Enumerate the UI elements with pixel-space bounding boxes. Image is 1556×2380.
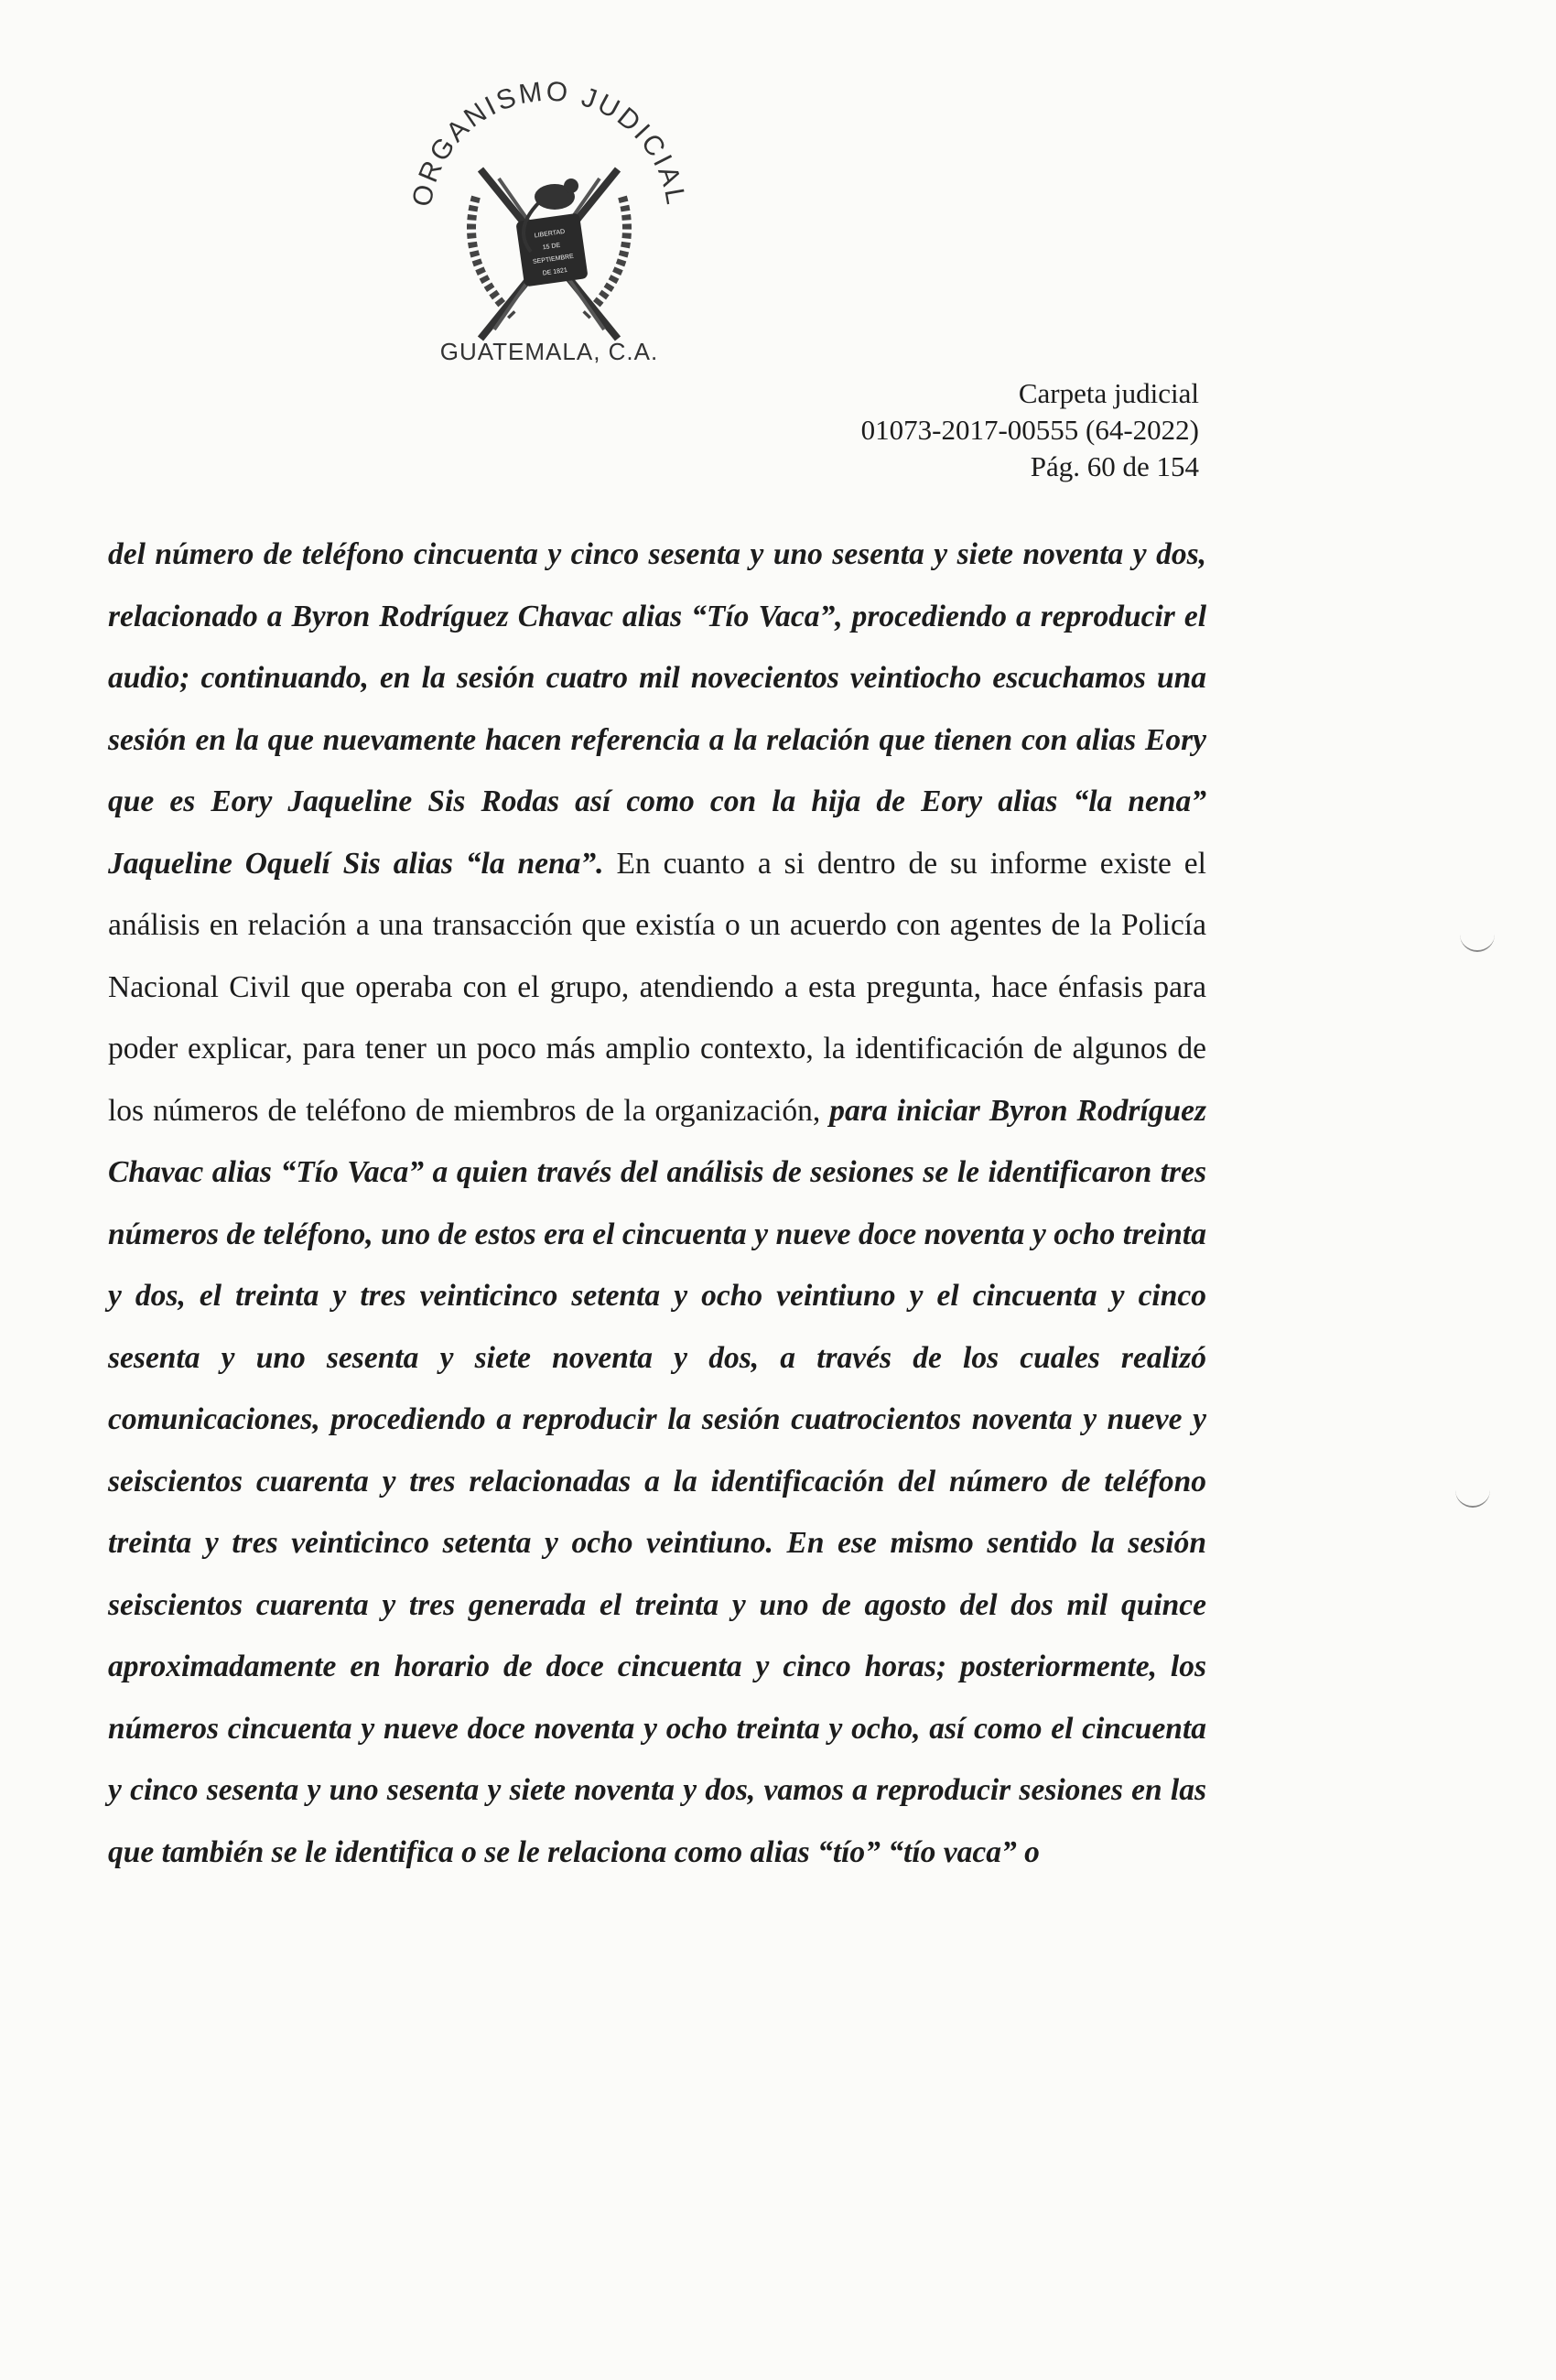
body-paragraph: [108, 524, 1206, 1883]
document-body: [108, 524, 1206, 1883]
margin-mark: [1460, 932, 1495, 952]
coat-of-arms-icon: [394, 69, 705, 371]
body-roman-segment: En cuanto a si dentro de su informe existe el análisis en relación a una transacción que existía o un acuerdo con agentes de la Policía Nacional Civil que operaba con el grupo, atendiendo a esta pregunta, hace énfasis para poder explicar, para tener un poco más amplio contexto, la identificación de algunos de los números de teléfono de miembros de la organización,: [108, 846, 1206, 1128]
body-italic-segment-1: del número de teléfono cincuenta y cinco sesenta y uno sesenta y siete noventa y dos, relacionado a Byron Rodríguez Chavac alias “Tío Vaca”, procediendo a reproducir el audio; continuando, en la sesión cuatro mil novecientos veintiocho escuchamos una sesión en la que nuevamente hacen referencia a la relación que tienen con alias Eory que es Eory Jaqueline Sis Rodas así como con la hija de Eory alias “la nena” Jaqueline Oquelí Sis alias “la nena”.: [108, 537, 1206, 881]
page-number: Pág. 60 de 154: [1030, 450, 1199, 482]
svg-text:LIBERTAD: LIBERTAD: [534, 228, 566, 240]
case-folder-label: Carpeta judicial: [1018, 377, 1199, 409]
svg-text:15 DE: 15 DE: [542, 242, 561, 252]
body-italic-segment-2: para iniciar Byron Rodríguez Chavac alias “Tío Vaca” a quien través del análisis de sesiones se le identificaron tres números de teléfono, uno de estos era el cincuenta y nueve doce noventa y ocho treinta y dos, el treinta y tres veinticinco setenta y ocho veintiuno y el cincuenta y cinco sesenta y uno sesenta y siete noventa y dos, a través de los cuales realizó comunicaciones, procediendo a reproducir la sesión cuatrocientos noventa y nueve y seiscientos cuarenta y tres relacionadas a la identificación del número de teléfono treinta y tres veinticinco setenta y ocho veintiuno. En ese mismo sentido la sesión seiscientos cuarenta y tres generada el treinta y uno de agosto del dos mil quince aproximadamente en horario de doce cincuenta y cinco horas; posteriormente, los números cincuenta y nueve doce noventa y ocho treinta y ocho, así como el cincuenta y cinco sesenta y uno sesenta y siete noventa y dos, vamos a reproducir sesiones en las que también se le identifica o se le relaciona como alias “tío” “tío vaca” o: [108, 1093, 1206, 1869]
margin-mark: [1455, 1488, 1490, 1508]
case-number: 01073-2017-00555 (64-2022): [860, 414, 1199, 446]
svg-text:DE 1821: DE 1821: [542, 266, 568, 277]
judicial-seal: [394, 69, 705, 371]
seal-arc-text: ORGANISMO JUDICIAL: [406, 76, 692, 210]
seal-country-text: GUATEMALA, C.A.: [439, 338, 659, 365]
svg-text:SEPTIEMBRE: SEPTIEMBRE: [532, 253, 575, 266]
case-reference: [861, 375, 1199, 485]
